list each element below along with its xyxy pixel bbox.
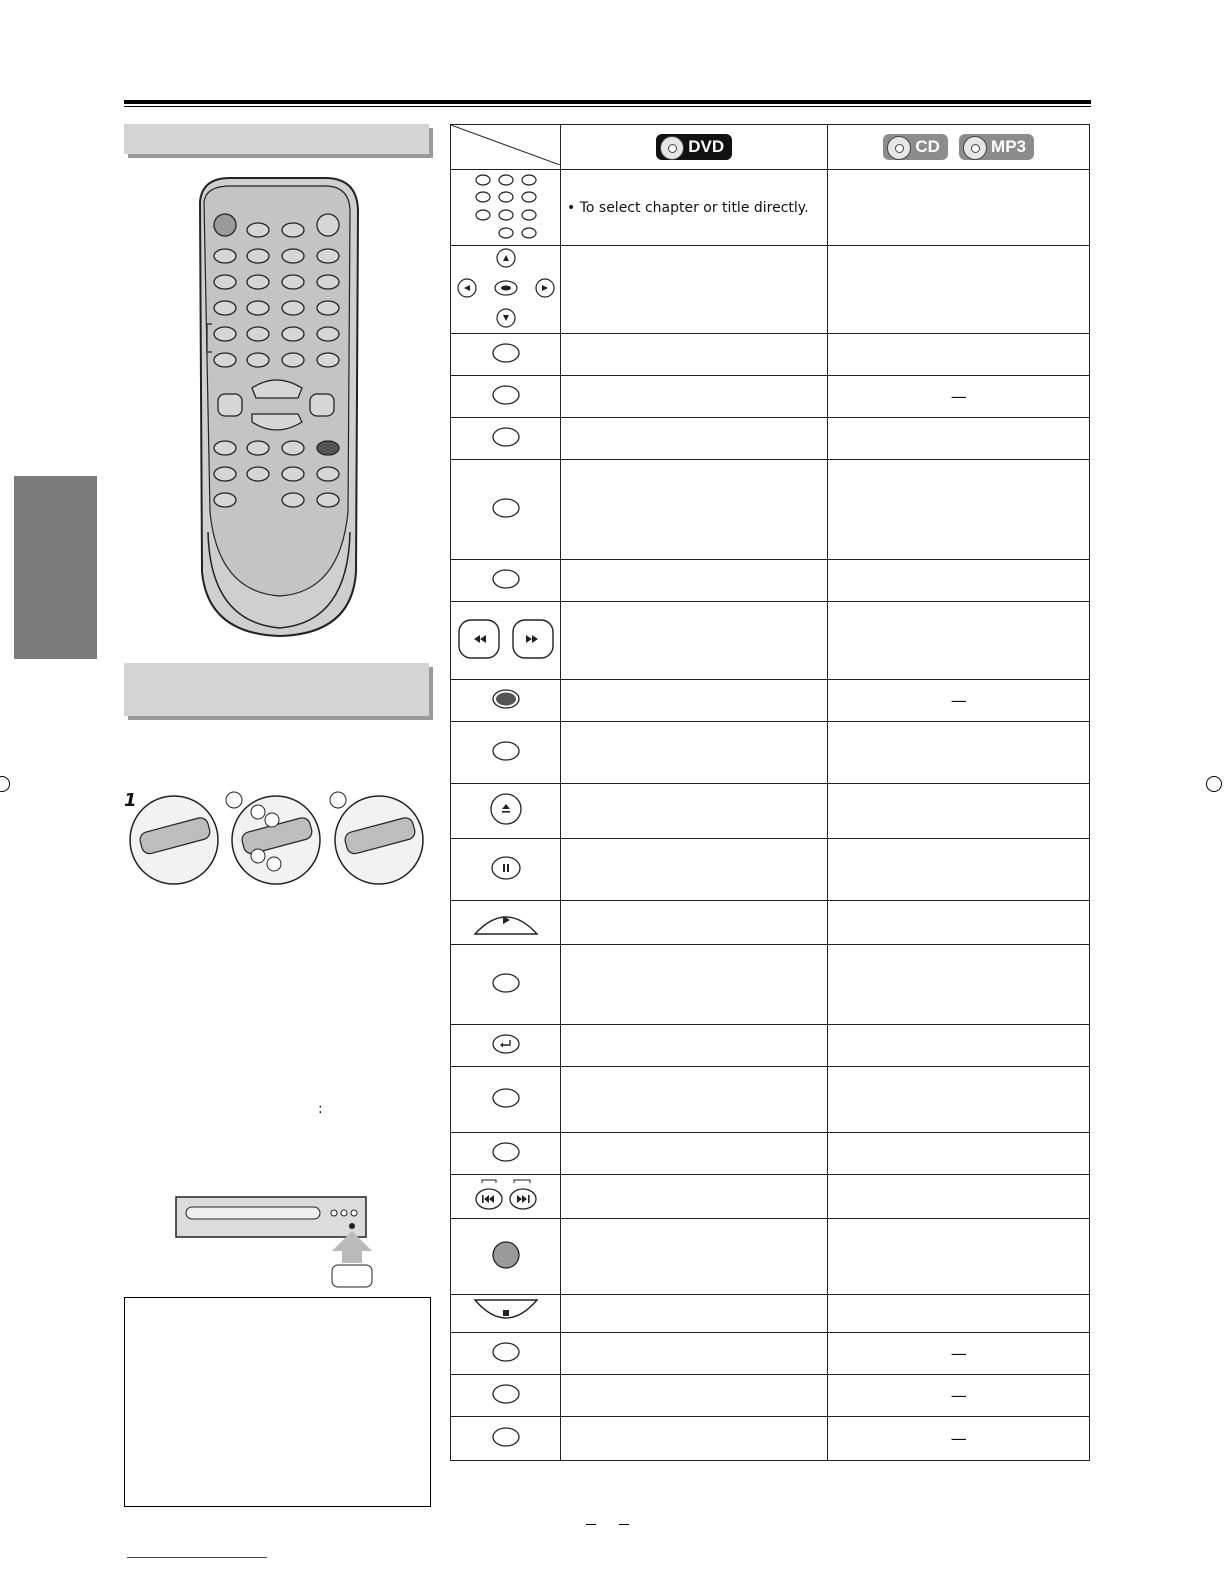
cd-description bbox=[828, 1295, 1090, 1333]
table-row bbox=[451, 839, 1090, 901]
footer-underline bbox=[127, 1557, 267, 1558]
oval-button-icon bbox=[491, 384, 521, 406]
dvd-description bbox=[561, 1417, 828, 1461]
table-row bbox=[451, 1295, 1090, 1333]
dvd-description bbox=[561, 1175, 828, 1219]
dvd-description bbox=[561, 1067, 828, 1133]
disc-icon bbox=[887, 136, 911, 160]
key-cell bbox=[451, 1219, 561, 1295]
cd-description bbox=[828, 945, 1090, 1025]
pause-button-icon bbox=[490, 855, 522, 881]
oval-button-icon bbox=[491, 568, 521, 590]
oval-button-icon bbox=[491, 1141, 521, 1163]
table-row bbox=[451, 460, 1090, 560]
registration-mark-icon bbox=[0, 776, 10, 792]
dvd-description bbox=[561, 460, 828, 560]
dvd-player-illustration bbox=[174, 1193, 374, 1289]
dvd-description bbox=[561, 722, 828, 784]
key-cell bbox=[451, 1067, 561, 1133]
dvd-description bbox=[561, 376, 828, 418]
dvd-description bbox=[561, 784, 828, 839]
play-button-icon bbox=[471, 904, 541, 938]
number-buttons-icon bbox=[466, 171, 546, 241]
power-button-icon bbox=[490, 1239, 522, 1271]
table-row bbox=[451, 722, 1090, 784]
table-row bbox=[451, 246, 1090, 334]
dvd-description bbox=[561, 1295, 828, 1333]
cd-description bbox=[828, 602, 1090, 680]
dvd-description bbox=[561, 680, 828, 722]
dvd-description bbox=[561, 334, 828, 376]
key-cell bbox=[451, 945, 561, 1025]
diagonal-line bbox=[451, 125, 560, 165]
oval-button-icon bbox=[491, 1341, 521, 1363]
eject-button-icon bbox=[488, 791, 524, 827]
cd-not-applicable: — bbox=[828, 680, 1090, 722]
key-cell bbox=[451, 602, 561, 680]
key-cell bbox=[451, 722, 561, 784]
cd-description bbox=[828, 418, 1090, 460]
dvd-header-cell bbox=[561, 125, 828, 170]
dvd-description bbox=[561, 602, 828, 680]
dvd-description bbox=[561, 1219, 828, 1295]
cd-badge-label: CD bbox=[915, 137, 940, 156]
key-cell bbox=[451, 418, 561, 460]
oval-button-icon bbox=[491, 740, 521, 762]
cd-description bbox=[828, 170, 1090, 246]
dark-oval-button-icon bbox=[491, 688, 521, 710]
key-cell bbox=[451, 839, 561, 901]
oval-button-icon bbox=[491, 497, 521, 519]
cd-not-applicable: — bbox=[828, 1417, 1090, 1461]
table-row bbox=[451, 1175, 1090, 1219]
key-cell bbox=[451, 1133, 561, 1175]
rewind-fastforward-icon bbox=[454, 616, 558, 662]
key-cell bbox=[451, 1333, 561, 1375]
oval-button-icon bbox=[491, 972, 521, 994]
table-row bbox=[451, 1025, 1090, 1067]
disc-icon bbox=[660, 136, 684, 160]
cd-description bbox=[828, 1175, 1090, 1219]
dvd-description bbox=[561, 1333, 828, 1375]
arrow-enter-buttons-icon bbox=[454, 248, 558, 328]
key-cell bbox=[451, 1295, 561, 1333]
table-row bbox=[451, 901, 1090, 945]
dvd-description bbox=[561, 901, 828, 945]
table-row bbox=[451, 1333, 1090, 1375]
key-cell bbox=[451, 246, 561, 334]
key-cell bbox=[451, 460, 561, 560]
table-row bbox=[451, 1417, 1090, 1461]
table-row bbox=[451, 1219, 1090, 1295]
cd-description bbox=[828, 722, 1090, 784]
table-row bbox=[451, 945, 1090, 1025]
oval-button-icon bbox=[491, 1087, 521, 1109]
table-row bbox=[451, 1375, 1090, 1417]
battery-install-illustration bbox=[124, 790, 429, 890]
dvd-description bbox=[561, 1375, 828, 1417]
page-number-dash bbox=[619, 1524, 629, 1525]
top-rule bbox=[124, 100, 1091, 104]
table-row bbox=[451, 1067, 1090, 1133]
cd-description bbox=[828, 334, 1090, 376]
oval-button-icon bbox=[491, 342, 521, 364]
dvd-description bbox=[561, 246, 828, 334]
cd-description bbox=[828, 560, 1090, 602]
cd-description bbox=[828, 1067, 1090, 1133]
table-row bbox=[451, 784, 1090, 839]
cd-mp3-header-cell bbox=[828, 125, 1090, 170]
disc-icon bbox=[963, 136, 987, 160]
key-cell bbox=[451, 376, 561, 418]
table-row bbox=[451, 170, 1090, 246]
key-cell bbox=[451, 560, 561, 602]
mp3-badge-label: MP3 bbox=[991, 137, 1026, 156]
key-cell bbox=[451, 170, 561, 246]
cd-description bbox=[828, 784, 1090, 839]
colon-label: : bbox=[318, 1101, 323, 1117]
key-function-table bbox=[450, 124, 1090, 1461]
key-cell bbox=[451, 680, 561, 722]
remote-control-illustration bbox=[190, 172, 365, 642]
note-box bbox=[124, 1297, 431, 1507]
dvd-description: • To select chapter or title directly. bbox=[561, 170, 828, 246]
cd-description bbox=[828, 901, 1090, 945]
key-cell bbox=[451, 1025, 561, 1067]
table-row bbox=[451, 1133, 1090, 1175]
cd-description bbox=[828, 1025, 1090, 1067]
top-rule-thin bbox=[124, 106, 1091, 107]
key-cell bbox=[451, 1417, 561, 1461]
dvd-description bbox=[561, 1133, 828, 1175]
registration-mark-icon bbox=[1206, 776, 1222, 792]
page-number-dash bbox=[586, 1524, 596, 1525]
cd-description bbox=[828, 246, 1090, 334]
diagonal-header-cell bbox=[451, 125, 561, 170]
cd-not-applicable: — bbox=[828, 1333, 1090, 1375]
return-button-icon bbox=[491, 1033, 521, 1055]
remote-section-header bbox=[124, 124, 429, 154]
oval-button-icon bbox=[491, 1383, 521, 1405]
table-row bbox=[451, 602, 1090, 680]
stop-button-icon bbox=[471, 1296, 541, 1328]
key-cell bbox=[451, 1375, 561, 1417]
key-cell bbox=[451, 784, 561, 839]
cd-not-applicable: — bbox=[828, 1375, 1090, 1417]
battery-step-1-label: 1 bbox=[124, 790, 137, 811]
mp3-badge bbox=[959, 134, 1034, 160]
battery-section-header bbox=[124, 663, 429, 716]
dvd-badge-label: DVD bbox=[688, 137, 725, 156]
table-row bbox=[451, 560, 1090, 602]
table-row bbox=[451, 418, 1090, 460]
cd-badge bbox=[883, 134, 948, 160]
table-header-row bbox=[451, 125, 1090, 170]
skip-buttons-icon bbox=[466, 1177, 546, 1213]
dvd-description bbox=[561, 560, 828, 602]
dvd-badge bbox=[656, 134, 732, 160]
cd-description bbox=[828, 1219, 1090, 1295]
dvd-description bbox=[561, 418, 828, 460]
key-cell bbox=[451, 1175, 561, 1219]
oval-button-icon bbox=[491, 1426, 521, 1448]
table-row bbox=[451, 680, 1090, 722]
table-row bbox=[451, 376, 1090, 418]
oval-button-icon bbox=[491, 426, 521, 448]
cd-description bbox=[828, 1133, 1090, 1175]
cd-not-applicable: — bbox=[828, 376, 1090, 418]
dvd-description bbox=[561, 1025, 828, 1067]
dvd-description bbox=[561, 945, 828, 1025]
table-row bbox=[451, 334, 1090, 376]
key-cell bbox=[451, 901, 561, 945]
cd-description bbox=[828, 460, 1090, 560]
key-cell bbox=[451, 334, 561, 376]
dvd-description bbox=[561, 839, 828, 901]
side-section-tab bbox=[14, 476, 97, 659]
cd-description bbox=[828, 839, 1090, 901]
